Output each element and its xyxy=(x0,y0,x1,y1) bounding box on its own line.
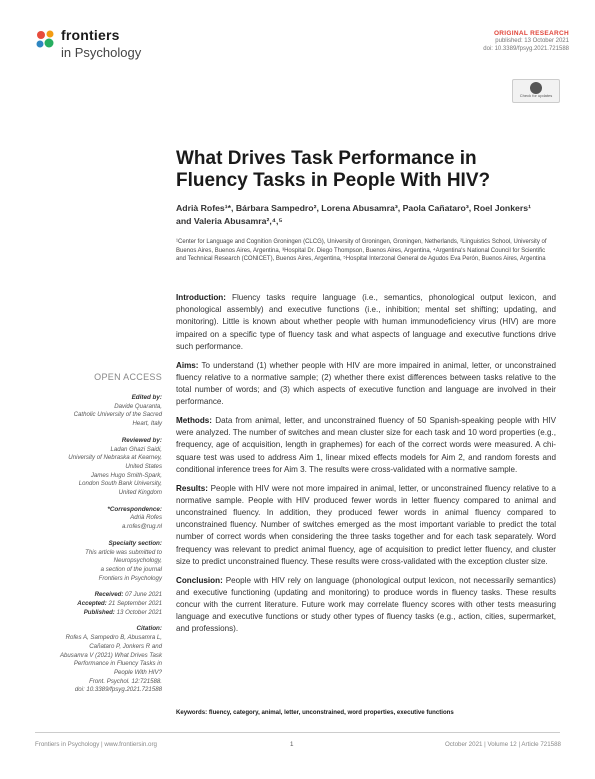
published-date: published: 13 October 2021 xyxy=(495,38,569,44)
introduction-text: Fluency tasks require language (i.e., semantics, phonological output lexicon, and phonological assembly) and executive functions (i.e., inhibition; mental set shifting; updating, and monitoring). Little is known about whether people with human immunodeficiency virus (HIV) are more impaired on a specific type of fluency task and what aspects of language and executive functions drive such performance. xyxy=(176,293,557,351)
abstract-aims xyxy=(176,360,556,409)
footer-issue-info: October 2021 | Volume 12 | Article 721588 xyxy=(444,741,561,748)
citation-doi[interactable]: doi: 10.3389/fpsyg.2021.721588 xyxy=(74,686,162,694)
accepted-label: Accepted: xyxy=(77,600,107,608)
affiliations: ¹Center for Language and Cognition Groningen (CLCG), University of Groningen, Groningen, Netherlands, ²Linguistics School, University of Buenos Aires, Buenos Aires, Argentina, ³Hospital Dr. Diego Thompson, Buenos Aires, Argentina, ⁴Argentina's National Council for Scientific and Technical Research (CONICET), Buenos Aires, Argentina, ⁵Hospital Interzonal General de Agudos Eva Perón, Buenos Aires, Argentina xyxy=(176,239,547,263)
conclusion-text: People with HIV rely on language (phonological output lexicon, not necessarily semantics) and executive functioning (updating and monitoring) to produce words in fluency tasks. These results concur with the current literature. Future work may correlate fluency scores with other tests measuring language and executive functions or study other types of fluency tasks (e.g., action, cities, supermarket, and professions). xyxy=(176,575,557,634)
received-row xyxy=(30,591,162,600)
abstract xyxy=(176,292,556,642)
editor-line: Heart, Italy xyxy=(132,420,162,428)
received-date: 07 June 2021 xyxy=(125,591,162,599)
citation-line: Abusamra V (2021) What Drives Task xyxy=(59,651,162,659)
citation-line: Cañataro P, Jonkers R and xyxy=(89,642,162,650)
edited-by-label: Edited by: xyxy=(131,394,162,401)
accepted-date: 21 September 2021 xyxy=(108,600,162,608)
aims-heading: Aims: xyxy=(176,360,199,370)
brand-name: frontiers xyxy=(61,27,120,43)
badge-label: Check for updates xyxy=(519,93,553,98)
reviewer-line: United Kingdom xyxy=(118,489,162,497)
methods-text: Data from animal, letter, and unconstrained fluency of 50 Spanish-speaking people with HIV were analyzed. The number of switches and mean cluster size for each task and 10 word properties (e.g., frequency, age of acquisition, length in graphemes) for each of the correct words were measured. A chi-square test was used to address Aim 1, linear mixed effects models for Aim 2, and random forests and conditional inference trees for Aim 3. The results were cross-validated with a normative sample. xyxy=(176,416,557,474)
abstract-conclusion xyxy=(176,575,556,636)
edited-by-section xyxy=(30,394,162,429)
reviewed-by-label: Reviewed by: xyxy=(121,436,162,444)
open-access-label: OPEN ACCESS xyxy=(94,372,162,382)
article-meta-header xyxy=(309,30,569,53)
correspondence-label: *Correspondence: xyxy=(107,505,162,513)
results-heading: Results: xyxy=(176,483,208,493)
reviewed-by-section xyxy=(30,437,162,498)
reviewer-line: University of Nebraska at Kearney, xyxy=(68,454,162,462)
abstract-results xyxy=(176,483,556,568)
frontiers-logo-icon xyxy=(35,29,57,51)
correspondence-name: Adrià Rofes xyxy=(130,514,162,522)
published-label: Published: xyxy=(83,608,115,616)
journal-logo[interactable] xyxy=(35,26,195,70)
specialty-label: Specialty section: xyxy=(108,539,162,547)
published-row xyxy=(30,609,162,618)
article-sidebar xyxy=(30,372,162,703)
correspondence-section xyxy=(30,506,162,532)
citation-section xyxy=(30,625,162,695)
footer-divider xyxy=(35,732,560,733)
check-for-updates-badge[interactable] xyxy=(512,79,560,103)
abstract-methods xyxy=(176,415,556,476)
page-number: 1 xyxy=(290,741,294,748)
editor-line: Catholic University of the Sacred xyxy=(73,411,162,419)
specialty-line: Frontiers in Psychology xyxy=(98,574,162,582)
accepted-row xyxy=(30,600,162,609)
correspondence-email[interactable]: a.rofes@rug.nl xyxy=(121,523,162,531)
dates-section xyxy=(30,591,162,617)
published-date-sidebar: 13 October 2021 xyxy=(116,608,162,616)
abstract-introduction xyxy=(176,292,556,353)
citation-line: People With HIV? xyxy=(113,668,162,676)
editor-line: Davide Quaranta, xyxy=(114,402,162,410)
keywords-label: Keywords: xyxy=(176,709,208,716)
reviewer-line: Ladan Ghazi Saidi, xyxy=(110,445,162,453)
citation-line: Rofes A, Sampedro B, Abusamra L, xyxy=(65,634,162,642)
citation-line: Front. Psychol. 12:721588. xyxy=(89,677,162,685)
specialty-line: a section of the journal xyxy=(100,565,162,573)
reviewer-line: London South Bank University, xyxy=(78,480,162,488)
article-type: ORIGINAL RESEARCH xyxy=(493,30,569,37)
keywords xyxy=(176,709,556,716)
citation-label: Citation: xyxy=(136,625,162,633)
methods-heading: Methods: xyxy=(176,416,212,426)
aims-text: To understand (1) whether people with HIV are more impaired in animal, letter, or unconstrained fluency relative to a normative sample; (2) whether there exist differences between tasks relative to the total number of words; and (3) which aspects of executive function and language are involved in their performance. xyxy=(176,360,556,407)
received-label: Received: xyxy=(94,591,124,599)
author-list: Adrià Rofes¹*, Bárbara Sampedro², Lorena Abusamra³, Paola Cañataro³, Roel Jonkers¹ and Valeria Abusamra²,⁴,⁵ xyxy=(176,203,531,226)
footer-journal-link[interactable]: Frontiers in Psychology | www.frontiersin.org xyxy=(35,741,157,748)
specialty-line: This article was submitted to xyxy=(85,548,162,556)
keywords-list: fluency, category, animal, letter, unconstrained, word properties, executive functions xyxy=(208,709,454,716)
specialty-line: Neuropsychology, xyxy=(113,557,162,565)
results-text: People with HIV were not more impaired in animal, letter, or unconstrained fluency relative to a normative sample. People with HIV produced fewer words in letter fluency compared to animal and unconstrained fluency. In addition, they produced fewer words in animal fluency compared to unconstrained fluency. Number of switches emerged as the most important variable to predict the total number of correct words when considering the three tasks together and for each task separately. Word frequency was relevant to predict animal fluency, age of acquisition to predict letter fluency, and cluster size to predict unconstrained fluency. These results were cross-validated with the exception cluster size. xyxy=(176,483,556,566)
introduction-heading: Introduction: xyxy=(176,293,226,302)
conclusion-heading: Conclusion: xyxy=(176,575,223,585)
journal-name: in Psychology xyxy=(61,45,142,60)
doi-link[interactable]: doi: 10.3389/fpsyg.2021.721588 xyxy=(483,46,569,52)
reviewer-line: James Hugo Smith-Spark, xyxy=(90,471,162,479)
citation-line: Performance in Fluency Tasks in xyxy=(73,660,162,668)
reviewer-line: United States xyxy=(125,462,162,470)
article-title: What Drives Task Performance in Fluency Tasks in People With HIV? xyxy=(176,148,491,191)
specialty-section xyxy=(30,540,162,584)
